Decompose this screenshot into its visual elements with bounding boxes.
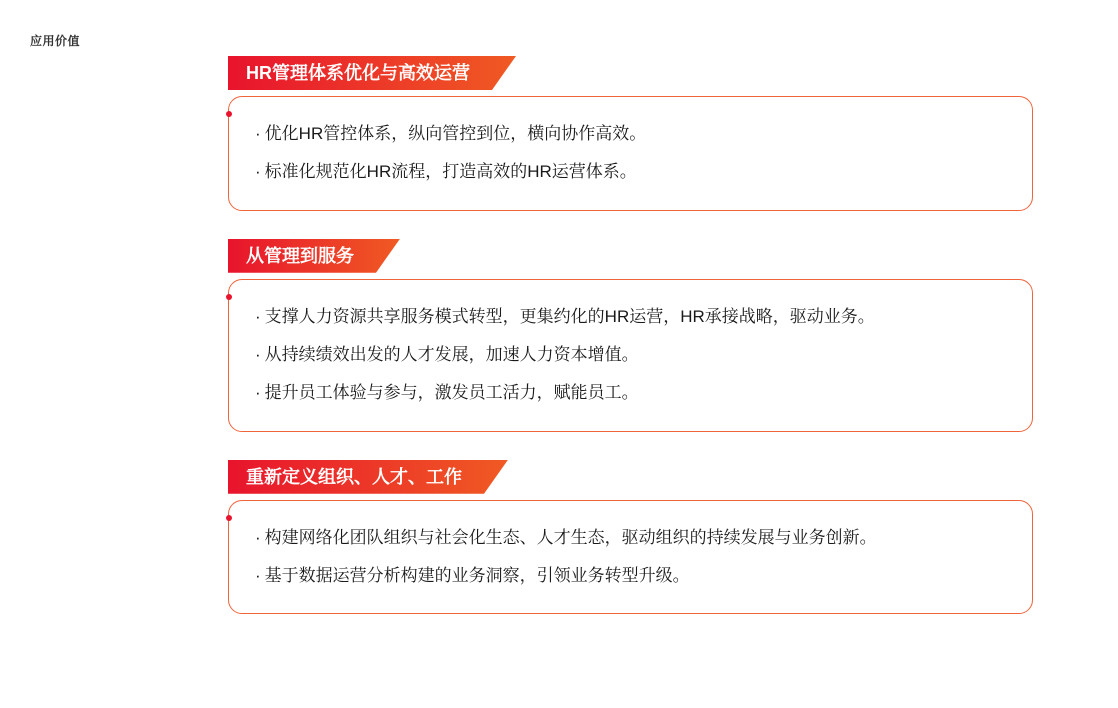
section-card xyxy=(228,279,1033,432)
bullet-dot-icon: · xyxy=(255,383,261,403)
bullet-text: 支撑人力资源共享服务模式转型，更集约化的HR运营，HR承接战略，驱动业务。 xyxy=(264,306,875,326)
section-header xyxy=(228,239,400,273)
bullet-dot-icon: · xyxy=(255,566,261,586)
bullet-dot-icon: · xyxy=(255,162,261,182)
section-title: HR管理体系优化与高效运营 xyxy=(246,63,470,83)
bullet-dot-icon: · xyxy=(255,345,261,365)
list-item xyxy=(255,557,1006,595)
section-header xyxy=(228,56,516,90)
bullet-dot-icon: · xyxy=(255,527,261,547)
value-sections xyxy=(228,56,1033,642)
list-item xyxy=(255,519,1006,557)
bullet-text: 标准化规范化HR流程，打造高效的HR运营体系。 xyxy=(264,162,637,182)
bullet-text: 提升员工体验与参与，激发员工活力，赋能员工。 xyxy=(264,383,639,403)
bullet-text: 基于数据运营分析构建的业务洞察，引领业务转型升级。 xyxy=(264,566,690,586)
list-item xyxy=(255,115,1006,153)
section-card xyxy=(228,500,1033,615)
section-header xyxy=(228,460,508,494)
list-item xyxy=(255,153,1006,191)
bullet-text: 从持续绩效出发的人才发展，加速人力资本增值。 xyxy=(264,345,639,365)
slide-side-label: 应用价值 xyxy=(30,34,81,48)
bullet-dot-icon: · xyxy=(255,306,261,326)
bullet-text: 优化HR管控体系，纵向管控到位，横向协作高效。 xyxy=(264,124,647,143)
section-redefine-org xyxy=(228,460,1033,615)
list-item xyxy=(255,298,1006,336)
bullet-text: 构建网络化团队组织与社会化生态、人才生态，驱动组织的持续发展与业务创新。 xyxy=(264,527,877,547)
list-item xyxy=(255,374,1006,412)
bullet-dot-icon: · xyxy=(255,124,261,143)
section-card xyxy=(228,96,1033,211)
section-title: 重新定义组织、人才、工作 xyxy=(246,466,462,487)
list-item xyxy=(255,336,1006,374)
section-title: 从管理到服务 xyxy=(246,245,354,266)
section-management-to-service xyxy=(228,239,1033,432)
section-hr-management xyxy=(228,56,1033,211)
